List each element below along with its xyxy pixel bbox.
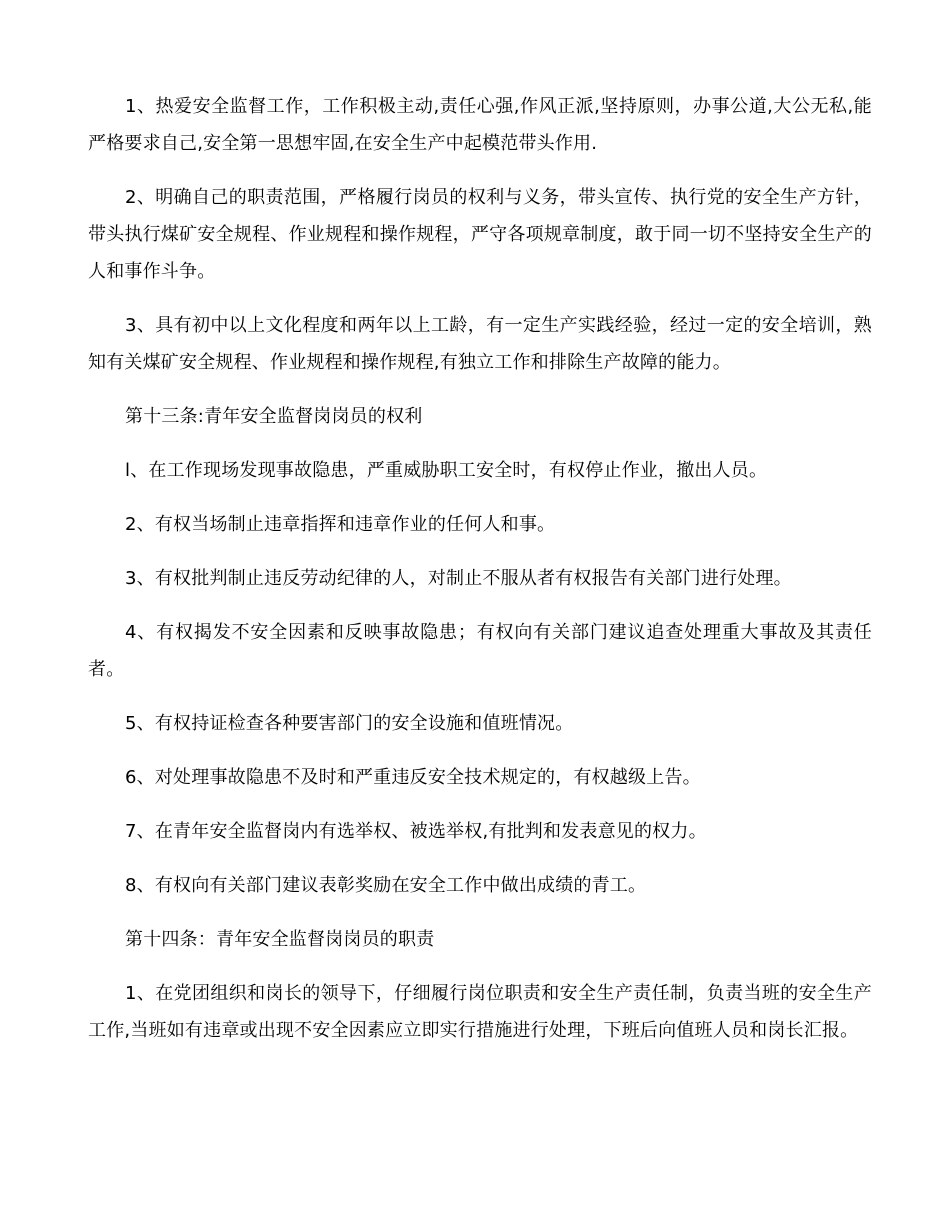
paragraph-right-7: 7、在青年安全监督岗内有选举权、被选举权,有批判和发表意见的权力。 bbox=[125, 821, 707, 842]
paragraph-right-5: 5、有权持证检查各种要害部门的安全设施和值班情况。 bbox=[125, 713, 574, 734]
paragraph-right-4: 4、有权揭发不安全因素和反映事故隐患；有权向有关部门建议追查处理重大事故及其责任者。 bbox=[88, 622, 872, 680]
paragraph-duty-3: 3、具有初中以上文化程度和两年以上工龄，有一定生产实践经验，经过一定的安全培训，熟知有关煤矿安全规程、作业规程和操作规程,有独立工作和排除生产故障的能力。 bbox=[88, 315, 872, 373]
section-heading-duties: 第十四条：青年安全监督岗岗员的职责 bbox=[125, 929, 435, 950]
paragraph-right-1: l、在工作现场发现事故隐患，严重威胁职工安全时，有权停止作业，撤出人员。 bbox=[125, 460, 768, 481]
paragraph-right-3: 3、有权批判制止违反劳动纪律的人，对制止不服从者有权报告有关部门进行处理。 bbox=[125, 568, 792, 589]
section-heading-rights: 第十三条:青年安全监督岗岗员的权利 bbox=[125, 406, 423, 427]
paragraph-duty-14-1: 1、在党团组织和岗长的领导下，仔细履行岗位职责和安全生产责任制，负责当班的安全生产工作,当班如有违章或出现不安全因素应立即实行措施进行处理，下班后向值班人员和岗长汇报。 bbox=[88, 983, 872, 1041]
paragraph-duty-2: 2、明确自己的职责范围，严格履行岗员的权利与义务，带头宣传、执行党的安全生产方针，带头执行煤矿安全规程、作业规程和操作规程，严守各项规章制度，敢于同一切不坚持安全生产的人和事作斗争。 bbox=[88, 187, 872, 282]
paragraph-right-2: 2、有权当场制止违章指挥和违章作业的任何人和事。 bbox=[125, 514, 556, 535]
paragraph-right-6: 6、对处理事故隐患不及时和严重违反安全技术规定的，有权越级上告。 bbox=[125, 767, 701, 788]
paragraph-right-8: 8、有权向有关部门建议表彰奖励在安全工作中做出成绩的青工。 bbox=[125, 875, 647, 896]
paragraph-duty-1: 1、热爱安全监督工作，工作积极主动,责任心强,作风正派,坚持原则，办事公道,大公无私,能严格要求自己,安全第一思想牢固,在安全生产中起模范带头作用. bbox=[88, 96, 872, 154]
